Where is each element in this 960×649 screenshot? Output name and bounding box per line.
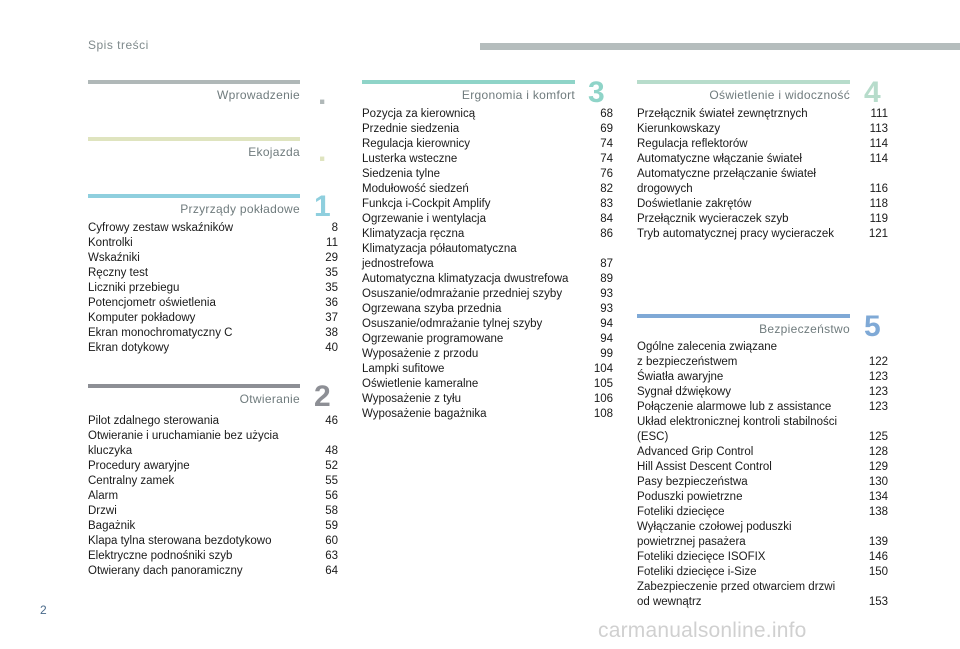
- toc-entry-title: Automatyczne włączanie świateł: [637, 153, 802, 165]
- toc-entry-title: Cyfrowy zestaw wskaźników: [88, 222, 234, 234]
- toc-entry-page: 116: [869, 183, 888, 195]
- section-number: .: [318, 135, 327, 168]
- toc-entry[interactable]: [88, 414, 338, 429]
- toc-entry-page: 48: [325, 445, 338, 457]
- toc-list-ergonomia: [362, 107, 613, 422]
- toc-entry[interactable]: [362, 347, 613, 362]
- toc-entry-title: Potencjometr oświetlenia: [88, 297, 216, 309]
- toc-entry-page: 119: [869, 213, 888, 225]
- page-number: 2: [40, 603, 47, 617]
- toc-entry-page: 122: [868, 356, 888, 368]
- toc-entry-page: 83: [600, 198, 613, 210]
- toc-entry-page: 153: [868, 596, 888, 608]
- section-divider: [362, 80, 575, 84]
- toc-entry-title: Wyposażenie z tyłu: [362, 393, 461, 405]
- section-title: Przyrządy pokładowe: [180, 202, 300, 216]
- toc-entry[interactable]: [637, 580, 888, 610]
- toc-entry[interactable]: [637, 400, 888, 415]
- toc-entry-page: 40: [325, 342, 338, 354]
- toc-entry[interactable]: [637, 385, 888, 400]
- toc-entry-page: 87: [600, 258, 613, 270]
- toc-entry[interactable]: [88, 519, 338, 534]
- toc-entry-title: Układ elektronicznej kontroli stabilności (ESC): [637, 416, 838, 443]
- toc-entry-page: 121: [868, 228, 888, 240]
- toc-entry[interactable]: [88, 489, 338, 504]
- toc-entry-title: Przełącznik świateł zewnętrznych: [637, 108, 808, 120]
- watermark: carmanualsonline.info: [598, 619, 807, 642]
- toc-entry[interactable]: [362, 182, 613, 197]
- toc-entry-page: 105: [593, 378, 613, 390]
- toc-entry[interactable]: [88, 326, 338, 341]
- toc-entry-page: 123: [868, 401, 888, 413]
- toc-entry-title: Poduszki powietrzne: [637, 491, 743, 503]
- toc-entry-page: 64: [325, 565, 338, 577]
- toc-entry[interactable]: [637, 167, 888, 197]
- toc-entry[interactable]: [88, 311, 338, 326]
- section-divider: [637, 80, 850, 84]
- toc-entry-page: 111: [870, 108, 888, 120]
- toc-entry-page: 35: [325, 267, 338, 279]
- toc-entry-title: Klimatyzacja ręczna: [362, 228, 465, 240]
- toc-entry[interactable]: [362, 272, 613, 287]
- toc-entry[interactable]: [637, 460, 888, 475]
- section-number: .: [318, 78, 327, 111]
- toc-entry-page: 46: [325, 415, 338, 427]
- toc-entry-page: 123: [868, 386, 888, 398]
- toc-entry-title: Foteliki dziecięce ISOFIX: [637, 551, 766, 563]
- toc-entry[interactable]: [637, 122, 888, 137]
- toc-entry-page: 118: [869, 198, 888, 210]
- toc-entry[interactable]: [637, 475, 888, 490]
- toc-entry[interactable]: [362, 287, 613, 302]
- toc-entry-title: Ogrzewanie programowane: [362, 333, 504, 345]
- toc-entry[interactable]: [88, 459, 338, 474]
- toc-entry-title: Ogólne zalecenia związane z bezpieczeństwem: [637, 341, 778, 368]
- toc-entry-page: 130: [868, 476, 888, 488]
- toc-entry-title: Oświetlenie kameralne: [362, 378, 479, 390]
- toc-entry-title: Lusterka wsteczne: [362, 153, 458, 165]
- toc-entry-page: 94: [600, 318, 613, 330]
- toc-entry-title: Pilot zdalnego sterowania: [88, 415, 220, 427]
- toc-list-przyrzady: [88, 221, 338, 356]
- toc-entry-page: 68: [600, 108, 613, 120]
- toc-entry-page: 29: [325, 252, 338, 264]
- toc-entry[interactable]: [362, 377, 613, 392]
- toc-entry-page: 113: [869, 123, 888, 135]
- toc-entry-title: Kierunkowskazy: [637, 123, 721, 135]
- toc-entry-page: 150: [868, 566, 888, 578]
- toc-entry[interactable]: [637, 107, 888, 122]
- toc-entry-page: 76: [600, 168, 613, 180]
- toc-entry-title: Advanced Grip Control: [637, 446, 754, 458]
- toc-entry-title: Funkcja i-Cockpit Amplify: [362, 198, 491, 210]
- toc-entry-page: 63: [325, 550, 338, 562]
- section-divider: [88, 137, 300, 141]
- toc-entry-title: Komputer pokładowy: [88, 312, 196, 324]
- page-header-title: Spis treści: [88, 38, 149, 52]
- toc-entry-title: Światła awaryjne: [637, 371, 724, 383]
- toc-entry-title: Wyposażenie z przodu: [362, 348, 479, 360]
- toc-entry-title: Procedury awaryjne: [88, 460, 190, 472]
- toc-entry-page: 134: [868, 491, 888, 503]
- toc-entry-page: 104: [593, 363, 613, 375]
- toc-entry-page: 139: [868, 536, 888, 548]
- section-divider: [88, 384, 300, 388]
- toc-entry-title: Tryb automatycznej pracy wycieraczek: [637, 228, 835, 240]
- toc-entry-page: 84: [600, 213, 613, 225]
- toc-entry-page: 60: [325, 535, 338, 547]
- toc-entry-title: Doświetlanie zakrętów: [637, 198, 752, 210]
- toc-entry-title: Regulacja reflektorów: [637, 138, 748, 150]
- toc-entry[interactable]: [362, 407, 613, 422]
- toc-entry-page: 37: [325, 312, 338, 324]
- toc-entry[interactable]: [637, 505, 888, 520]
- toc-entry[interactable]: [88, 251, 338, 266]
- section-title: Ergonomia i komfort: [461, 88, 575, 102]
- toc-entry-title: Zabezpieczenie przed otwarciem drzwi od wewnątrz: [637, 581, 836, 608]
- toc-entry-title: Alarm: [88, 490, 119, 502]
- toc-entry-title: Foteliki dziecięce: [637, 506, 725, 518]
- toc-entry-title: Otwieranie i uruchamianie bez użycia kluczyka: [88, 430, 279, 457]
- section-divider: [88, 194, 300, 198]
- toc-entry-page: 99: [600, 348, 613, 360]
- toc-entry-title: Pozycja za kierownicą: [362, 108, 476, 120]
- toc-entry-title: Ręczny test: [88, 267, 149, 279]
- toc-entry[interactable]: [637, 227, 888, 242]
- section-title: Bezpieczeństwo: [759, 322, 850, 336]
- toc-entry-title: Połączenie alarmowe lub z assistance: [637, 401, 832, 413]
- toc-entry-title: Ogrzewanie i wentylacja: [362, 213, 487, 225]
- section-divider: [88, 80, 300, 84]
- toc-entry[interactable]: [362, 152, 613, 167]
- toc-entry-title: Kontrolki: [88, 237, 133, 249]
- toc-entry-page: 93: [600, 288, 613, 300]
- section-number: 3: [588, 76, 605, 109]
- toc-entry-page: 58: [325, 505, 338, 517]
- toc-entry[interactable]: [637, 490, 888, 505]
- toc-entry[interactable]: [88, 281, 338, 296]
- toc-entry[interactable]: [88, 341, 338, 356]
- toc-entry[interactable]: [88, 504, 338, 519]
- toc-entry[interactable]: [88, 474, 338, 489]
- toc-entry-title: Hill Assist Descent Control: [637, 461, 772, 473]
- toc-entry[interactable]: [88, 564, 338, 579]
- toc-entry-title: Klapa tylna sterowana bezdotykowo: [88, 535, 272, 547]
- toc-entry-page: 125: [868, 431, 888, 443]
- toc-entry-page: 56: [325, 490, 338, 502]
- toc-entry-page: 93: [600, 303, 613, 315]
- toc-entry-page: 8: [331, 222, 338, 234]
- section-title: Ekojazda: [248, 145, 300, 159]
- toc-entry-title: Ogrzewana szyba przednia: [362, 303, 502, 315]
- toc-entry-page: 59: [325, 520, 338, 532]
- toc-entry[interactable]: [637, 550, 888, 565]
- toc-entry-title: Osuszanie/odmrażanie tylnej szyby: [362, 318, 543, 330]
- toc-entry[interactable]: [637, 445, 888, 460]
- toc-entry-title: Bagażnik: [88, 520, 136, 532]
- toc-entry-title: Regulacja kierownicy: [362, 138, 471, 150]
- toc-list-bezpieczenstwo: [637, 340, 888, 610]
- toc-entry[interactable]: [637, 152, 888, 167]
- toc-entry[interactable]: [637, 520, 888, 550]
- section-divider: [637, 314, 850, 318]
- toc-entry-page: 123: [868, 371, 888, 383]
- toc-entry-title: Liczniki przebiegu: [88, 282, 180, 294]
- header-bar: [480, 43, 960, 50]
- toc-entry-title: Ekran dotykowy: [88, 342, 170, 354]
- toc-entry[interactable]: [362, 167, 613, 182]
- toc-entry-title: Pasy bezpieczeństwa: [637, 476, 748, 488]
- toc-entry-page: 138: [868, 506, 888, 518]
- toc-entry-title: Sygnał dźwiękowy: [637, 386, 731, 398]
- toc-entry-page: 129: [868, 461, 888, 473]
- toc-entry-title: Osuszanie/odmrażanie przedniej szyby: [362, 288, 563, 300]
- toc-entry[interactable]: [362, 362, 613, 377]
- toc-entry-page: 55: [325, 475, 338, 487]
- toc-entry-title: Modułowość siedzeń: [362, 183, 469, 195]
- toc-entry-title: Przełącznik wycieraczek szyb: [637, 213, 789, 225]
- toc-entry-title: Ekran monochromatyczny C: [88, 327, 233, 339]
- toc-entry-title: Przednie siedzenia: [362, 123, 460, 135]
- toc-entry[interactable]: [362, 392, 613, 407]
- toc-entry[interactable]: [362, 197, 613, 212]
- toc-entry[interactable]: [362, 212, 613, 227]
- toc-entry[interactable]: [88, 266, 338, 281]
- toc-entry[interactable]: [88, 429, 338, 459]
- toc-entry[interactable]: [88, 221, 338, 236]
- toc-entry[interactable]: [362, 137, 613, 152]
- section-title: Wprowadzenie: [217, 88, 300, 102]
- toc-entry-page: 146: [868, 551, 888, 563]
- toc-entry-title: Drzwi: [88, 505, 117, 517]
- toc-entry-page: 35: [325, 282, 338, 294]
- toc-entry-page: 52: [325, 460, 338, 472]
- toc-entry-title: Otwierany dach panoramiczny: [88, 565, 243, 577]
- section-number: 4: [864, 76, 881, 109]
- toc-entry-page: 94: [600, 333, 613, 345]
- toc-entry[interactable]: [637, 137, 888, 152]
- toc-entry-title: Elektryczne podnośniki szyb: [88, 550, 233, 562]
- toc-entry-title: Wskaźniki: [88, 252, 140, 264]
- toc-entry-page: 38: [325, 327, 338, 339]
- toc-entry[interactable]: [362, 122, 613, 137]
- toc-entry[interactable]: [88, 534, 338, 549]
- toc-entry-page: 128: [868, 446, 888, 458]
- toc-entry[interactable]: [637, 197, 888, 212]
- toc-entry[interactable]: [362, 107, 613, 122]
- toc-entry-page: 82: [600, 183, 613, 195]
- toc-entry[interactable]: [362, 317, 613, 332]
- toc-entry[interactable]: [637, 565, 888, 580]
- toc-entry-title: Centralny zamek: [88, 475, 175, 487]
- toc-entry-title: Automatyczne przełączanie świateł drogowych: [637, 168, 816, 195]
- toc-entry[interactable]: [637, 415, 888, 445]
- toc-entry[interactable]: [362, 302, 613, 317]
- toc-entry-title: Foteliki dziecięce i-Size: [637, 566, 757, 578]
- toc-entry-page: 11: [326, 237, 338, 249]
- toc-entry-page: 36: [325, 297, 338, 309]
- toc-entry[interactable]: [88, 236, 338, 251]
- toc-entry[interactable]: [637, 212, 888, 227]
- section-number: 5: [864, 310, 881, 343]
- toc-entry-page: 74: [600, 153, 613, 165]
- toc-entry[interactable]: [362, 242, 613, 272]
- toc-entry[interactable]: [362, 332, 613, 347]
- toc-entry-page: 108: [593, 408, 613, 420]
- toc-entry-page: 74: [600, 138, 613, 150]
- section-title: Otwieranie: [239, 392, 300, 406]
- toc-entry[interactable]: [88, 296, 338, 311]
- toc-list-oswietlenie: [637, 107, 888, 242]
- toc-entry[interactable]: [637, 340, 888, 370]
- toc-entry-title: Wyłączanie czołowej poduszki powietrznej pasażera: [637, 521, 792, 548]
- toc-entry-title: Lampki sufitowe: [362, 363, 445, 375]
- section-number: 1: [314, 190, 331, 223]
- toc-entry-title: Klimatyzacja półautomatyczna jednostrefowa: [362, 243, 517, 270]
- toc-entry-page: 69: [600, 123, 613, 135]
- toc-entry-page: 114: [869, 138, 888, 150]
- toc-entry-page: 106: [593, 393, 613, 405]
- toc-entry[interactable]: [637, 370, 888, 385]
- toc-entry-page: 114: [869, 153, 888, 165]
- toc-entry-page: 86: [600, 228, 613, 240]
- toc-entry-page: 89: [600, 273, 613, 285]
- section-title: Oświetlenie i widoczność: [709, 88, 850, 102]
- toc-entry-title: Automatyczna klimatyzacja dwustrefowa: [362, 273, 569, 285]
- section-number: 2: [314, 380, 331, 413]
- toc-entry-title: Wyposażenie bagażnika: [362, 408, 487, 420]
- toc-list-otwieranie: [88, 414, 338, 579]
- toc-entry[interactable]: [362, 227, 613, 242]
- toc-entry[interactable]: [88, 549, 338, 564]
- toc-entry-title: Siedzenia tylne: [362, 168, 440, 180]
